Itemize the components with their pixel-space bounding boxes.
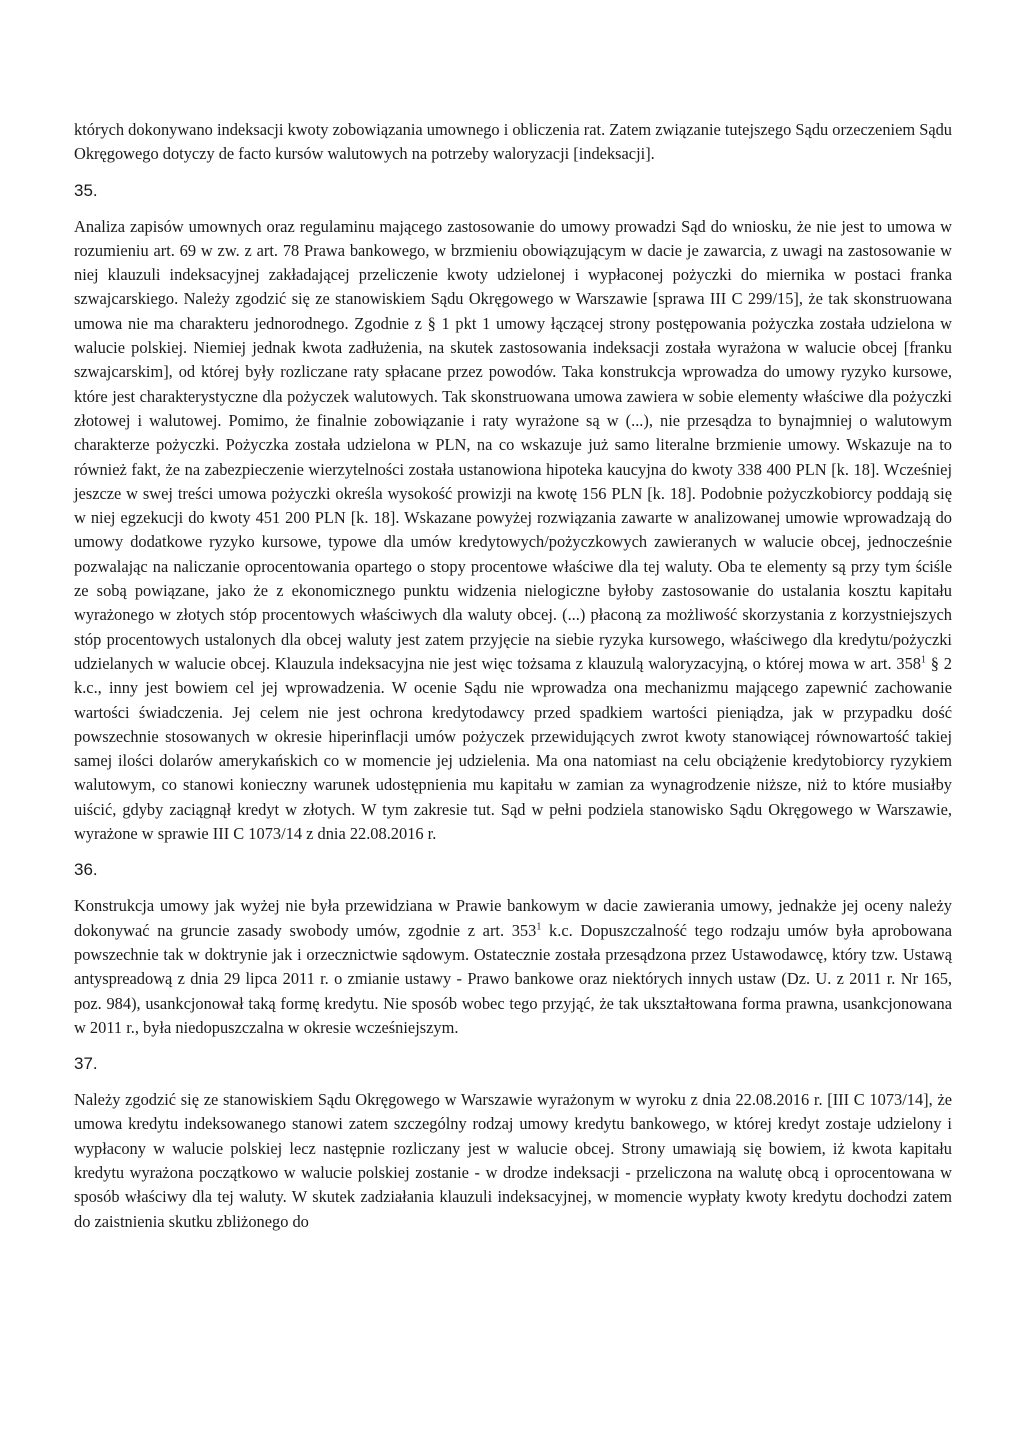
section-35-text-part1: Analiza zapisów umownych oraz regulaminu mającego zastosowanie do umowy prowadzi Sąd do wniosku, że nie jest to umowa w rozumieniu art. 69 w zw. z art. 78 Prawa bankowego, w brzmieniu obowiązującym w dacie je zawarcia, z uwagi na zastosowanie w niej klauzuli indeksacyjnej zakładającej przeliczenie kwoty udzielonej i wypłaconej pożyczki do miernika w postaci franka szwajcarskiego. Należy zgodzić się ze stanowiskiem Sądu Okręgowego w Warszawie [sprawa III C 299/15], że tak skonstruowana umowa nie ma charakteru jednorodnego. Zgodnie z § 1 pkt 1 umowy łączącej strony postępowania pożyczka została udzielona w walucie polskiej. Niemiej jednak kwota zadłużenia, na skutek zastosowania indeksacji została wyrażona w walucie obcej [franku szwajcarskim], od której były rozliczane raty spłacane przez powodów. Taka konstrukcja wprowadza do umowy ryzyko kursowe, które jest charakterystyczne dla pożyczek walutowych. Tak skonstruowana umowa zawiera w sobie elementy właściwe dla pożyczki złotowej i walutowej. Pomimo, że finalnie zobowiązanie i raty wyrażone są w (...), nie przesądza to bynajmniej o walutowym charakterze pożyczki. Pożyczka została udzielona w PLN, na co wskazuje już samo literalne brzmienie umowy. Wskazuje na to również fakt, że na zabezpieczenie wierzytelności została ustanowiona hipoteka kaucyjna do kwoty 338 400 PLN [k. 18]. Wcześniej jeszcze w swej treści umowa pożyczki określa wysokość prowizji na kwotę 156 PLN [k. 18]. Podobnie pożyczkobiorcy poddają się w niej egzekucji do kwoty 451 200 PLN [k. 18]. Wskazane powyżej rozwiązania zawarte w analizowanej umowie wprowadzają do umowy dodatkowe ryzyko kursowe, typowe dla umów kredytowych/pożyczkowych zawieranych w walucie obcej, jednocześnie pozwalając na naliczanie oprocentowania opartego o stopy procentowe właściwe dla tej waluty. Oba te elementy są przy tym ściśle ze sobą powiązane, jako że z ekonomicznego punktu widzenia nielogiczne byłoby zastosowanie do ustalania kosztu kapitału wyrażonego w złotych stóp procentowych właściwych dla waluty obcej. (...) płaconą za możliwość skorzystania z korzystniejszych stóp procentowych ustalonych dla obcej waluty jest zatem przyjęcie na siebie ryzyka kursowego, właściwego dla kredytu/pożyczki udzielanych w walucie obcej. Klauzula indeksacyjna nie jest więc tożsama z klauzulą waloryzacyjną, o której mowa w art. 358 (74, 216, 952, 673)
section-36-text-part2: k.c. Dopuszczalność tego rodzaju umów była aprobowana powszechnie tak w doktrynie jak i orzecznictwie sądowym. Ostatecznie została przesądzona przez Ustawodawcę, który tzw. Ustawą antyspreadową z dnia 29 lipca 2011 r. o zmianie ustawy - Prawo bankowe oraz niektórych innych ustaw (Dz. U. z 2011 r. Nr 165, poz. 984), usankcjonował taką formę kredytu. Nie sposób wobec tego przyjąć, że tak ukształtowana forma prawna, usankcjonowana w 2011 r., była niedopuszczalna w okresie wcześniejszym. (74, 920, 952, 1037)
document-page (74, 118, 952, 1234)
section-37-paragraph: Należy zgodzić się ze stanowiskiem Sądu Okręgowego w Warszawie wyrażonym w wyroku z dnia 22.08.2016 r. [III C 1073/14], że umowa kredytu indeksowanego stanowi zatem szczególny rodzaj umowy kredytu bankowego, w której kredyt zostaje udzielony i wypłacony w walucie polskiej lecz następnie rozliczany jest w walucie obcej. Strony umawiają się bowiem, iż kwota kapitału kredytu wyrażona początkowo w walucie polskiej zostanie - w drodze indeksacji - przeliczona na walutę obcą i oprocentowana w sposób właściwy dla tej waluty. W skutek zadziałania klauzuli indeksacyjnej, w momencie wypłaty kwoty kredytu dochodzi zatem do zaistnienia skutku zbliżonego do (74, 1090, 952, 1231)
section-number-37: 37. (74, 1054, 98, 1074)
section-36-paragraph (74, 894, 952, 1040)
section-35-paragraph (74, 215, 952, 847)
superscript-1: 1 (536, 921, 542, 933)
section-35-text-part2: § 2 k.c., inny jest bowiem cel jej wprowadzenia. W ocenie Sądu nie wprowadza ona mechanizmu mającego zapewnić zachowanie wartości świadczenia. Jej celem nie jest ochrona kredytodawcy przed spadkiem wartości pieniądza, jak w przypadku dość powszechnie stosowanych w okresie hiperinflacji umów pożyczek przewidujących zwrot kwoty stanowiącej równowartość takiej samej ilości dolarów amerykańskich co w momencie jej udzielenia. Ma ona natomiast na celu obciążenie kredytobiorcy ryzykiem walutowym, co stanowi konieczny warunek udostępnienia mu kapitału w zamian za wynagrodzenie niższe, niż to które musiałby uiścić, gdyby zaciągnął kredyt w złotych. W tym zakresie tut. Sąd w pełni podziela stanowisko Sądu Okręgowego w Warszawie, wyrażone w sprawie III C 1073/14 z dnia 22.08.2016 r. (74, 653, 952, 844)
section-36-text-part1: Konstrukcja umowy jak wyżej nie była przewidziana w Prawie bankowym w dacie zawierania umowy, jednakże jej oceny należy dokonywać na gruncie zasady swobody umów, zgodnie z art. 353 (74, 896, 952, 940)
superscript-1: 1 (920, 654, 926, 666)
section-number-35: 35. (74, 180, 98, 200)
section-number-36: 36. (74, 860, 98, 880)
intro-paragraph: których dokonywano indeksacji kwoty zobowiązania umownego i obliczenia rat. Zatem związanie tutejszego Sądu orzeczeniem Sądu Okręgowego dotyczy de facto kursów walutowych na potrzeby waloryzacji [indeksacji]. (74, 120, 952, 164)
